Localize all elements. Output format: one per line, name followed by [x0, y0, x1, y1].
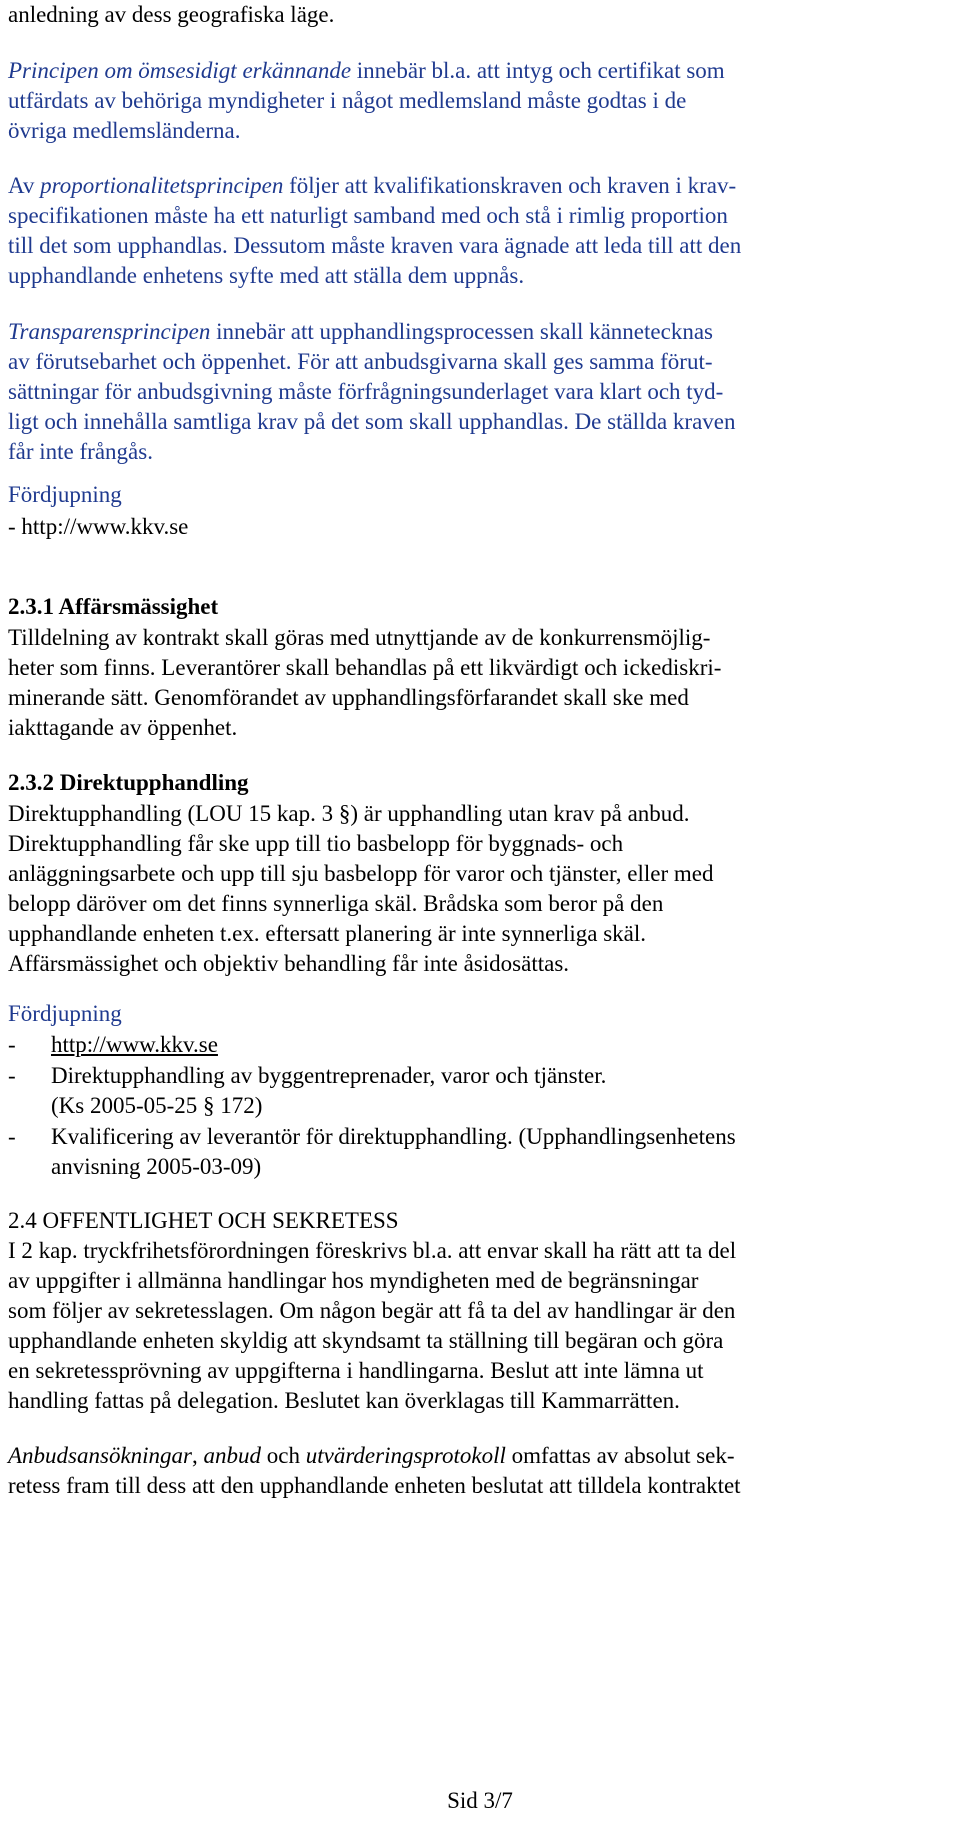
section-heading: 2.4 OFFENTLIGHET OCH SEKRETESS: [8, 1208, 399, 1233]
heading-text: 2.3.1 Affärsmässighet: [8, 594, 219, 619]
list-item: Direktupphandling av byggentreprenader, varor och tjänster.: [51, 1063, 607, 1088]
text-line: specifikationen måste ha ett naturligt samband med och stå i rimlig proportion: [8, 203, 728, 228]
text-line: [8, 1441, 735, 1471]
list-bullet: -: [8, 1032, 16, 1057]
italic-term: Transparensprincipen: [8, 319, 211, 344]
text-line: till det som upphandlas. Dessutom måste kraven vara ägnade att leda till att den: [8, 233, 742, 258]
text-line: ligt och innehålla samtliga krav på det som skall upphandlas. De ställda kraven: [8, 409, 736, 434]
text-line: I 2 kap. tryckfrihetsförordningen föreskrivs bl.a. att envar skall ha rätt att ta del: [8, 1238, 737, 1263]
text-line: belopp däröver om det finns synnerliga skäl. Brådska som beror på den: [8, 891, 664, 916]
italic-term: utvärderingsprotokoll: [305, 1443, 506, 1468]
list-item: Kvalificering av leverantör för direktupphandling. (Upphandlingsenhetens: [51, 1124, 736, 1149]
text-span: Av: [8, 173, 41, 198]
link-line[interactable]: - http://www.kkv.se: [8, 514, 189, 539]
text-line: sättningar för anbudsgivning måste förfrågningsunderlaget vara klart och tyd-: [8, 379, 724, 404]
text-line: Direktupphandling (LOU 15 kap. 3 §) är upphandling utan krav på anbud.: [8, 801, 690, 826]
text-line: anläggningsarbete och upp till sju basbelopp för varor och tjänster, eller med: [8, 861, 714, 886]
section-label: Fördjupning: [8, 1001, 122, 1026]
section-heading: [8, 592, 218, 622]
text-span: och: [261, 1443, 306, 1468]
text-line: retess fram till dess att den upphandlande enheten beslutat att tilldela kontraktet: [8, 1473, 741, 1498]
text-line: Affärsmässighet och objektiv behandling får inte åsidosättas.: [8, 951, 570, 976]
list-bullet: -: [8, 1063, 16, 1088]
link-line[interactable]: [51, 1030, 218, 1060]
text-line: heter som finns. Leverantörer skall behandlas på ett likvärdigt och ickediskri-: [8, 655, 722, 680]
section-label: Fördjupning: [8, 482, 122, 507]
text-line: får inte frångås.: [8, 439, 153, 464]
text-line: anledning av dess geografiska läge.: [8, 2, 335, 27]
text-line: [8, 171, 736, 201]
text-line: utfärdats av behöriga myndigheter i något medlemsland måste godtas i de: [8, 88, 687, 113]
text-line: upphandlande enhetens syfte med att ställa dem uppnås.: [8, 263, 525, 288]
italic-term: anbud: [203, 1443, 261, 1468]
text-line: minerande sätt. Genomförandet av upphandlingsförfarandet skall ske med: [8, 685, 689, 710]
text-line: upphandlande enheten t.ex. eftersatt planering är inte synnerliga skäl.: [8, 921, 647, 946]
text-line: iakttagande av öppenhet.: [8, 715, 238, 740]
text-line: [8, 317, 713, 347]
text-line: [8, 56, 725, 86]
text-span: innebär att upphandlingsprocessen skall kännetecknas: [210, 319, 713, 344]
page-number: Sid 3/7: [447, 1788, 513, 1813]
heading-text: 2.3.2 Direktupphandling: [8, 770, 249, 795]
text-line: upphandlande enheten skyldig att skyndsamt ta ställning till begäran och göra: [8, 1328, 724, 1353]
text-line: övriga medlemsländerna.: [8, 118, 241, 143]
text-line: Direktupphandling får ske upp till tio basbelopp för byggnads- och: [8, 831, 624, 856]
text-line: som följer av sekretesslagen. Om någon begär att få ta del av handlingar är den: [8, 1298, 736, 1323]
text-line: handling fattas på delegation. Beslutet kan överklagas till Kammarrätten.: [8, 1388, 680, 1413]
text-line: av uppgifter i allmänna handlingar hos myndigheten med de begränsningar: [8, 1268, 699, 1293]
italic-term: proportionalitetsprincipen: [40, 173, 284, 198]
text-span: ,: [192, 1443, 204, 1468]
link-text[interactable]: http://www.kkv.se: [51, 1032, 218, 1057]
text-span: innebär bl.a. att intyg och certifikat som: [351, 58, 725, 83]
section-heading: [8, 768, 249, 798]
italic-term-link[interactable]: Principen om ömsesidigt erkännande: [8, 58, 352, 83]
italic-term: Anbudsansökningar: [8, 1443, 192, 1468]
text-line: Tilldelning av kontrakt skall göras med utnyttjande av de konkurrensmöjlig-: [8, 625, 711, 650]
text-line: av förutsebarhet och öppenhet. För att anbudsgivarna skall ges samma förut-: [8, 349, 713, 374]
text-span: följer att kvalifikationskraven och kraven i krav-: [283, 173, 737, 198]
list-bullet: -: [8, 1124, 16, 1149]
text-line: en sekretessprövning av uppgifterna i handlingarna. Beslut att inte lämna ut: [8, 1358, 704, 1383]
text-span: omfattas av absolut sek-: [505, 1443, 735, 1468]
list-item-continuation: (Ks 2005-05-25 § 172): [51, 1093, 263, 1118]
list-item-continuation: anvisning 2005-03-09): [51, 1154, 262, 1179]
